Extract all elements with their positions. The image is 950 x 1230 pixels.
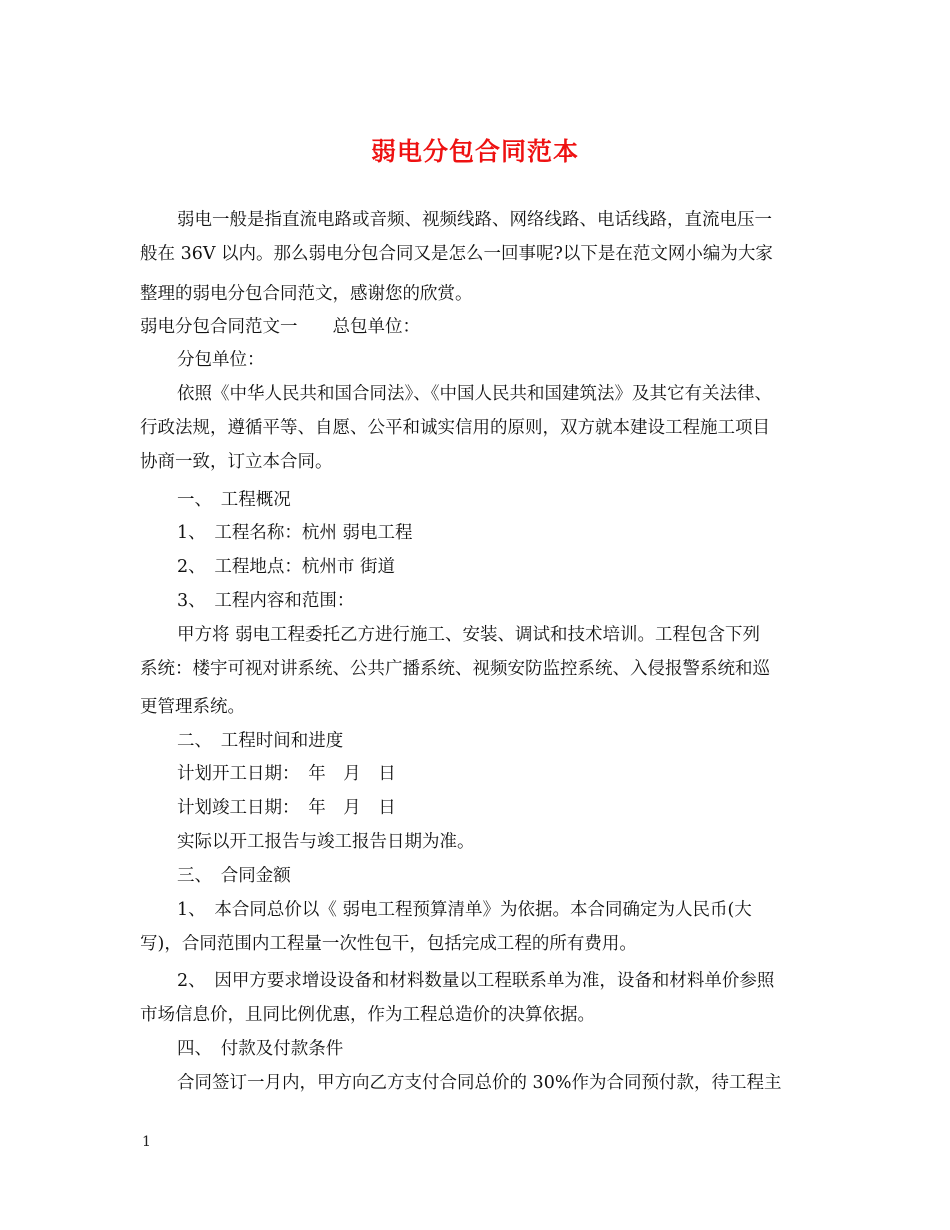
paragraph-line: 行政法规，遵循平等、自愿、公平和诚实信用的原则，双方就本建设工程施工项目: [140, 418, 770, 438]
paragraph-line: 整理的弱电分包合同范文，感谢您的欣赏。: [140, 284, 473, 304]
paragraph-line: 分包单位：: [177, 350, 265, 370]
list-item: 3、 工程内容和范围：: [177, 591, 355, 611]
paragraph-line: 写)，合同范围内工程量一次性包干，包括完成工程的所有费用。: [140, 934, 637, 954]
section-heading: 三、 合同金额: [177, 866, 291, 886]
paragraph-line: 协商一致，订立本合同。: [140, 452, 333, 472]
paragraph-line: 2、 因甲方要求增设设备和材料数量以工程联系单为准，设备和材料单价参照: [177, 971, 775, 991]
paragraph-line: 实际以开工报告与竣工报告日期为准。: [177, 832, 475, 852]
paragraph-line: 般在 36V 以内。那么弱电分包合同又是怎么一回事呢?以下是在范文网小编为大家: [140, 244, 773, 264]
section-heading: 二、 工程时间和进度: [177, 731, 344, 751]
list-item: 1、 工程名称：杭州 弱电工程: [177, 523, 413, 543]
document-title: 弱电分包合同范本: [370, 137, 579, 166]
paragraph-line: 弱电分包合同范文一 总包单位：: [140, 317, 420, 337]
paragraph-line: 依照《中华人民共和国合同法》、《中国人民共和国建筑法》及其它有关法律、: [177, 384, 772, 404]
paragraph-line: 系统：楼宇可视对讲系统、公共广播系统、视频安防监控系统、入侵报警系统和巡: [140, 659, 770, 679]
paragraph-line: 1、 本合同总价以《 弱电工程预算清单》为依据。本合同确定为人民币(大: [177, 900, 752, 920]
section-heading: 一、 工程概况: [177, 490, 291, 510]
paragraph-line: 弱电一般是指直流电路或音频、视频线路、网络线路、电话线路，直流电压一: [177, 210, 772, 230]
paragraph-line: 计划竣工日期： 年 月 日: [177, 798, 396, 818]
list-item: 2、 工程地点：杭州市 街道: [177, 557, 395, 577]
paragraph-line: 市场信息价，且同比例优惠，作为工程总造价的决算依据。: [140, 1005, 595, 1025]
paragraph-line: 合同签订一月内，甲方向乙方支付合同总价的 30%作为合同预付款，待工程主: [177, 1073, 782, 1093]
page-number: 1: [142, 1134, 151, 1150]
paragraph-line: 更管理系统。: [140, 697, 245, 717]
paragraph-line: 甲方将 弱电工程委托乙方进行施工、安装、调试和技术培训。工程包含下列: [177, 625, 761, 645]
paragraph-line: 计划开工日期： 年 月 日: [177, 764, 396, 784]
section-heading: 四、 付款及付款条件: [177, 1039, 344, 1059]
